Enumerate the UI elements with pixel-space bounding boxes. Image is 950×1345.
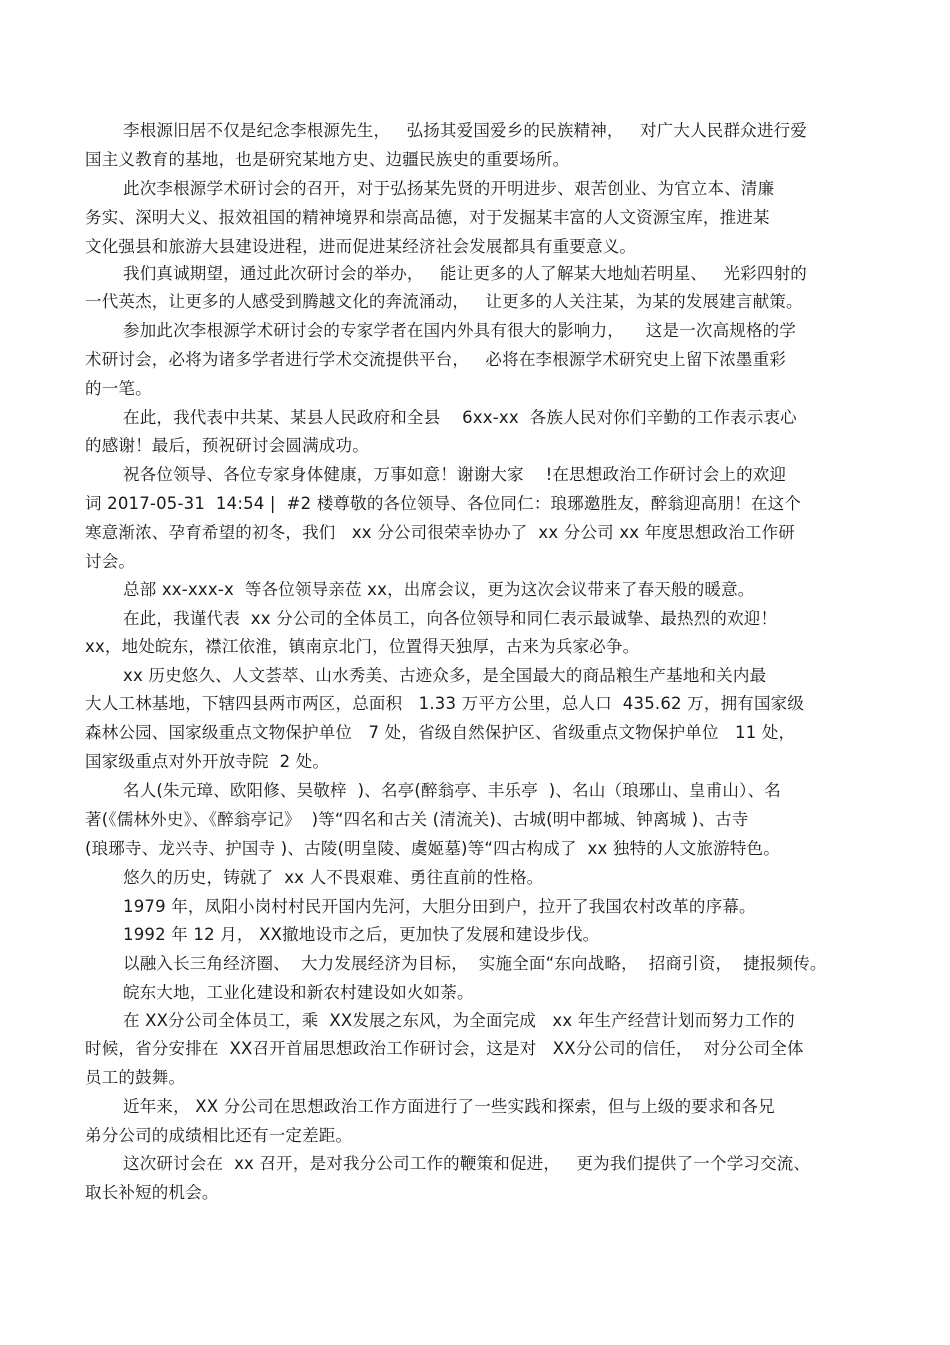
text-line: 的一笔。 <box>85 379 152 398</box>
text-line: 在此，我谨代表 xx 分公司的全体员工，向各位领导和同仁表示最诚挚、最热烈的欢迎！ <box>123 609 778 628</box>
text-line: xx 历史悠久、人文荟萃、山水秀美、古迹众多，是全国最大的商品粮生产基地和关内最 <box>123 666 767 685</box>
text-line: 以融入长三角经济圈、 大力发展经济为目标， 实施全面“东向战略， 招商引资， 捷报频传。 <box>123 954 827 973</box>
text-line: 国主义教育的基地，也是研究某地方史、边疆民族史的重要场所。 <box>85 150 570 169</box>
text-line: 悠久的历史，铸就了 xx 人不畏艰难、勇往直前的性格。 <box>123 868 544 887</box>
text-line: 著(《儒林外史》、《醉翁亭记》 )等“四名和古关 (清流关)、古城(明中都城、钟离城 )、古寺 <box>85 810 749 829</box>
text-line: 参加此次李根源学术研讨会的专家学者在国内外具有很大的影响力， 这是一次高规格的学 <box>123 321 797 340</box>
text-line: 弟分公司的成绩相比还有一定差距。 <box>85 1126 353 1145</box>
text-line: 森林公园、国家级重点文物保护单位 7 处，省级自然保护区、省级重点文物保护单位 11 处， <box>85 723 796 742</box>
text-line: 此次李根源学术研讨会的召开，对于弘扬某先贤的开明进步、艰苦创业、为官立本、清廉 <box>123 179 775 198</box>
text-line: 总部 xx-xxx-x 等各位领导亲莅 xx，出席会议，更为这次会议带来了春天般的暖意。 <box>123 580 755 599</box>
text-line: 1992 年 12 月， XX撤地设市之后，更加快了发展和建设步伐。 <box>123 925 600 944</box>
text-line: 大人工林基地，下辖四县两市两区，总面积 1.33 万平方公里，总人口 435.62 万，拥有国家级 <box>85 694 805 713</box>
text-line: 务实、深明大义、报效祖国的精神境界和崇高品德，对于发掘某丰富的人文资源宝库，推进某 <box>85 208 770 227</box>
text-line: 时候，省分安排在 XX召开首届思想政治工作研讨会，这是对 XX分公司的信任， 对分公司全体 <box>85 1039 804 1058</box>
text-line: 在 XX分公司全体员工，乘 XX发展之东风，为全面完成 xx 年生产经营计划而努力工作的 <box>123 1011 795 1030</box>
text-line: 讨会。 <box>85 552 136 571</box>
text-line: 近年来， XX 分公司在思想政治工作方面进行了一些实践和探索，但与上级的要求和各兄 <box>123 1097 775 1116</box>
text-line: 取长补短的机会。 <box>85 1183 219 1202</box>
text-line: 名人(朱元璋、欧阳修、吴敬梓 )、名亭(醉翁亭、丰乐亭 )、名山（琅琊山、皇甫山）、名 <box>123 781 781 800</box>
text-line: 词 2017-05-31 14:54 | #2 楼尊敬的各位领导、各位同仁：琅琊邀胜友，醉翁迎高朋！在这个 <box>85 494 802 513</box>
text-line: xx，地处皖东，襟江依淮，镇南京北门，位置得天独厚，古来为兵家必争。 <box>85 637 640 656</box>
text-line: 李根源旧居不仅是纪念李根源先生， 弘扬其爱国爱乡的民族精神， 对广大人民群众进行爱 <box>123 121 807 140</box>
text-line: 寒意渐浓、孕育希望的初冬，我们 xx 分公司很荣幸协办了 xx 分公司 xx 年度思想政治工作研 <box>85 523 795 542</box>
text-line: 的感谢！最后，预祝研讨会圆满成功。 <box>85 436 369 455</box>
text-line: 皖东大地，工业化建设和新农村建设如火如荼。 <box>123 983 474 1002</box>
text-line: 员工的鼓舞。 <box>85 1068 186 1087</box>
text-line: 祝各位领导、各位专家身体健康，万事如意！谢谢大家 !在思想政治工作研讨会上的欢迎 <box>123 465 787 484</box>
text-line: (琅琊寺、龙兴寺、护国寺 )、古陵(明皇陵、虞姬墓)等“四古构成了 xx 独特的人文旅游特色。 <box>85 839 780 858</box>
text-line: 我们真诚期望，通过此次研讨会的举办， 能让更多的人了解某大地灿若明星、 光彩四射的 <box>123 264 807 283</box>
text-line: 文化强县和旅游大县建设进程，进而促进某经济社会发展都具有重要意义。 <box>85 237 637 256</box>
text-line: 这次研讨会在 xx 召开，是对我分公司工作的鞭策和促进， 更为我们提供了一个学习交流、 <box>123 1154 811 1173</box>
text-line: 在此，我代表中共某、某县人民政府和全县 6xx-xx 各族人民对你们辛勤的工作表示衷心 <box>123 408 797 427</box>
text-line: 术研讨会，必将为诸多学者进行学术交流提供平台， 必将在李根源学术研究史上留下浓墨重彩 <box>85 350 787 369</box>
text-line: 1979 年，凤阳小岗村村民开国内先河，大胆分田到户，拉开了我国农村改革的序幕。 <box>123 897 756 916</box>
text-line: 国家级重点对外开放寺院 2 处。 <box>85 752 330 771</box>
text-line: 一代英杰，让更多的人感受到腾越文化的奔流涌动， 让更多的人关注某，为某的发展建言献策。 <box>85 292 803 311</box>
